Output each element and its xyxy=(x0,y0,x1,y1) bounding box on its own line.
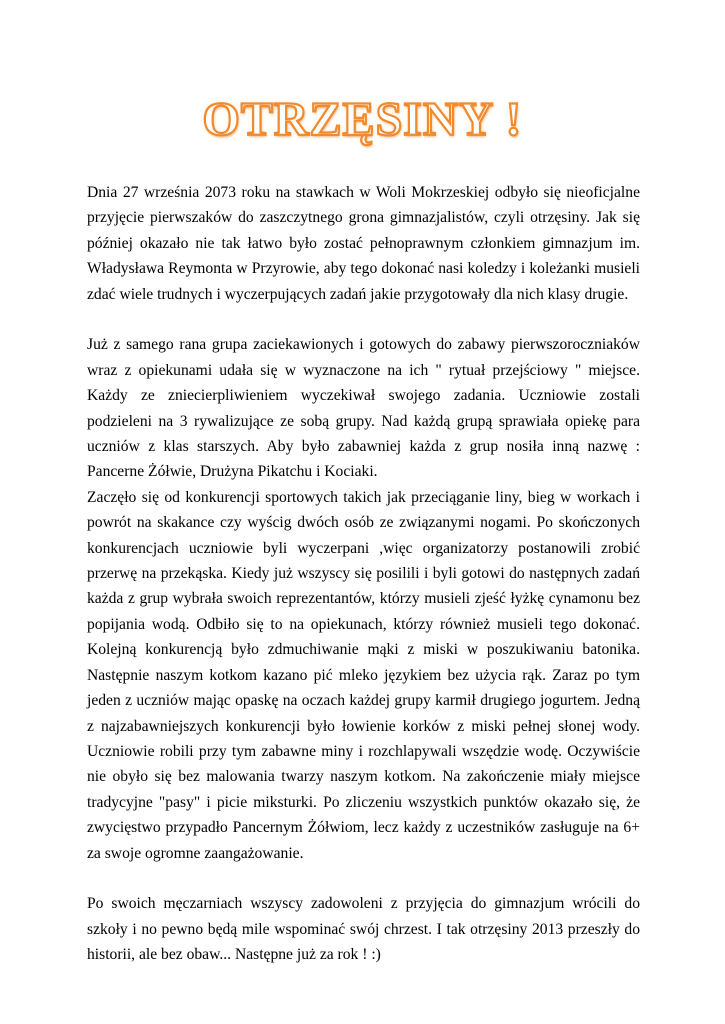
paragraph-intro: Dnia 27 września 2073 roku na stawkach w Woli Mokrzeskiej odbyło się nieoficjalne przyjęcie pierwszaków do zaszczytnego grona gimnazjalistów, czyli otrzęsiny. Jak się później okazało nie tak łatwo było zostać pełnoprawnym członkiem gimnazjum im. Władysława Reymonta w Przyrowie, aby tego dokonać nasi koledzy i koleżanki musieli zdać wiele trudnych i wyczerpujących zadań jakie przygotowały dla nich klasy drugie. xyxy=(87,184,640,303)
paragraph-groups: Już z samego rana grupa zaciekawionych i gotowych do zabawy pierwszoroczniaków wraz z opiekunami udała się w wyznaczone na ich " rytuał przejściowy " miejsce. Każdy ze zniecierpliwieniem wyczekiwał swojego zadania. Uczniowie zostali podzieleni na 3 rywalizujące ze sobą grupy. Nad każdą grupą sprawiała opiekę para uczniów z klas starszych. Aby było zabawniej każda z grup nosiła inną nazwę : Pancerne Żółwie, Drużyna Pikatchu i Kociaki. xyxy=(87,336,640,481)
paragraph-competitions: Zaczęło się od konkurencji sportowych takich jak przeciąganie liny, bieg w workach i powrót na skakance czy wyścig dwóch osób ze związanymi nogami. Po skończonych konkurencjach uczniowie byli wyczerpani ,więc organizatorzy postanowili zrobić przerwę na przekąska. Kiedy już wszyscy się posilili i byli gotowi do następnych zadań każda z grup wybrała swoich reprezentantów, którzy musieli zjeść łyżkę cynamonu bez popijania wodą. Odbiło się to na opiekunach, którzy również musieli tego dokonać. Kolejną konkurencją było zdmuchiwanie mąki z miski w poszukiwaniu batonika. Następnie naszym kotkom kazano pić mleko językiem bez użycia rąk. Zaraz po tym jeden z uczniów mając opaskę na oczach każdej grupy karmił drugiego jogurtem. Jedną z najzabawniejszych konkurencji było łowienie korków z miski pełnej słonej wody. Uczniowie robili przy tym zabawne miny i rozchlapywali wszędzie wodę. Oczywiście nie obyło się bez malowania twarzy naszym kotkom. Na zakończenie miały miejsce tradycyjne "pasy" i picie miksturki. Po zliczeniu wszystkich punktów okazało się, że zwycięstwo przypadło Pancernym Żółwiom, lecz każdy z uczestników zasługuje na 6+ za swoje ogromne zaangażowanie. xyxy=(87,488,640,862)
paragraph-conclusion: Po swoich męczarniach wszyscy zadowoleni z przyjęcia do gimnazjum wrócili do szkoły i no pewno będą mile wspominać swój chrzest. I tak otrzęsiny 2013 przeszły do historii, ale bez obaw... Następne już za rok ! :) xyxy=(87,895,640,964)
article-body xyxy=(87,180,640,968)
article-title: OTRZĘSINY ! xyxy=(202,93,523,146)
